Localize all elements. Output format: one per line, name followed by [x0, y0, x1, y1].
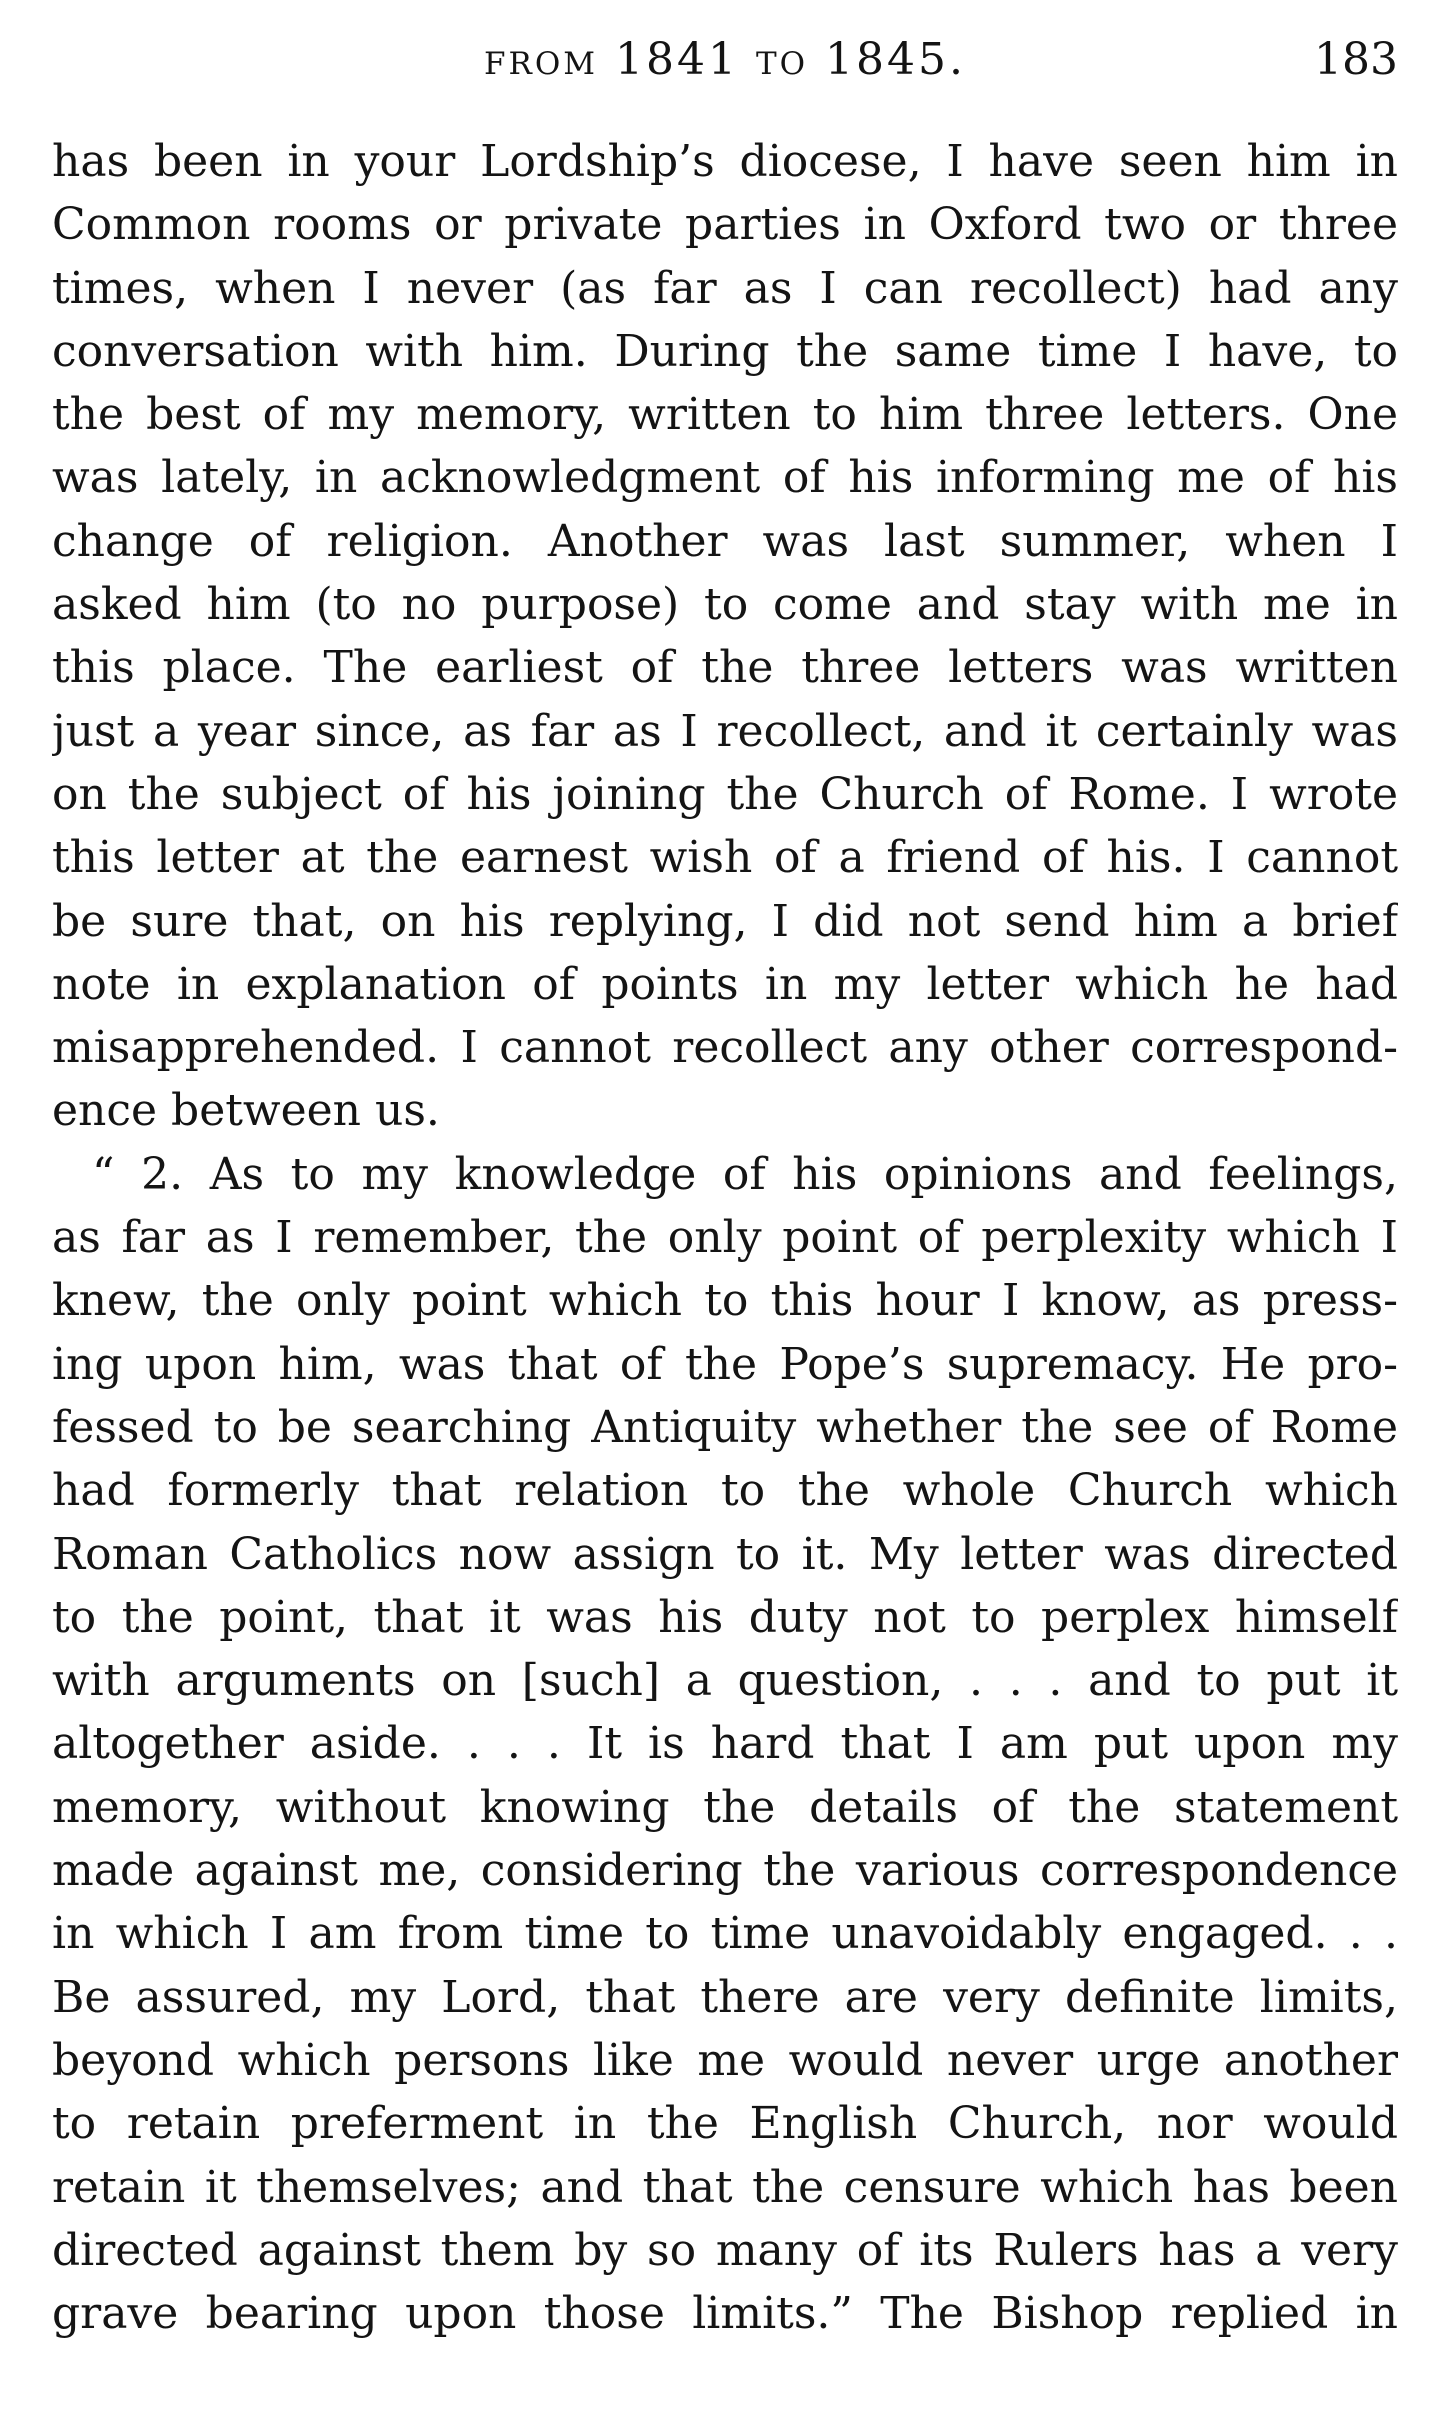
text-line: the best of my memory, written to him three letters. One: [52, 389, 1398, 441]
text-line: in which I am from time to time unavoidably engaged. . .: [52, 1908, 1398, 1960]
running-head: [52, 30, 1398, 100]
text-line: to the point, that it was his duty not to perplex himself: [52, 1591, 1398, 1643]
text-line: Common rooms or private parties in Oxford two or three: [52, 199, 1398, 251]
text-line: fessed to be searching Antiquity whether the see of Rome: [52, 1401, 1398, 1453]
text-line: as far as I remember, the only point of perplexity which I: [52, 1212, 1398, 1264]
text-line: ing upon him, was that of the Pope’s supremacy. He pro-: [52, 1338, 1398, 1390]
text-line: has been in your Lordship’s diocese, I have seen him in: [52, 136, 1398, 187]
paragraph-end-line: ence between us.: [52, 1085, 440, 1137]
text-line: be sure that, on his replying, I did not send him a brief: [52, 895, 1398, 947]
text-line: conversation with him. During the same time I have, to: [52, 325, 1398, 377]
page-number: 183: [1314, 34, 1398, 85]
text-line: asked him (to no purpose) to come and stay with me in: [52, 579, 1398, 631]
text-line: was lately, in acknowledgment of his informing me of his: [52, 452, 1398, 504]
text-line: knew, the only point which to this hour I know, as press-: [52, 1275, 1398, 1327]
text-line: times, when I never (as far as I can recollect) had any: [52, 262, 1398, 314]
body-text: [52, 130, 1398, 2345]
text-line: to retain preferment in the English Church, nor would: [52, 2098, 1398, 2150]
text-line: had formerly that relation to the whole Church which: [52, 1465, 1398, 1517]
text-line: altogether aside. . . . It is hard that I am put upon my: [52, 1718, 1398, 1770]
text-line: made against me, considering the various correspondence: [52, 1845, 1398, 1897]
text-line: Roman Catholics now assign to it. My letter was directed: [52, 1528, 1398, 1580]
text-line: misapprehended. I cannot recollect any other correspond-: [52, 1022, 1398, 1074]
text-line: this letter at the earnest wish of a friend of his. I cannot: [52, 832, 1398, 884]
text-line: just a year since, as far as I recollect, and it certainly was: [52, 705, 1398, 757]
text-line: memory, without knowing the details of the statement: [52, 1781, 1398, 1833]
text-line: grave bearing upon those limits.” The Bishop replied in: [52, 2288, 1398, 2340]
text-line: directed against them by so many of its Rulers has a very: [52, 2224, 1398, 2276]
text-line: retain it themselves; and that the censure which has been: [52, 2161, 1398, 2213]
text-line: on the subject of his joining the Church of Rome. I wrote: [52, 768, 1398, 820]
text-line: beyond which persons like me would never urge another: [52, 2034, 1398, 2086]
text-line: this place. The earliest of the three letters was written: [52, 642, 1398, 694]
text-line: Be assured, my Lord, that there are very definite limits,: [52, 1971, 1398, 2023]
running-title: from 1841 to 1845.: [484, 34, 966, 85]
text-line: note in explanation of points in my letter which he had: [52, 958, 1398, 1010]
text-line: with arguments on [such] a question, . . . and to put it: [52, 1655, 1398, 1707]
paragraph-start-line: “ 2. As to my knowledge of his opinions and feelings,: [92, 1148, 1398, 1200]
text-line: change of religion. Another was last summer, when I: [52, 515, 1398, 567]
